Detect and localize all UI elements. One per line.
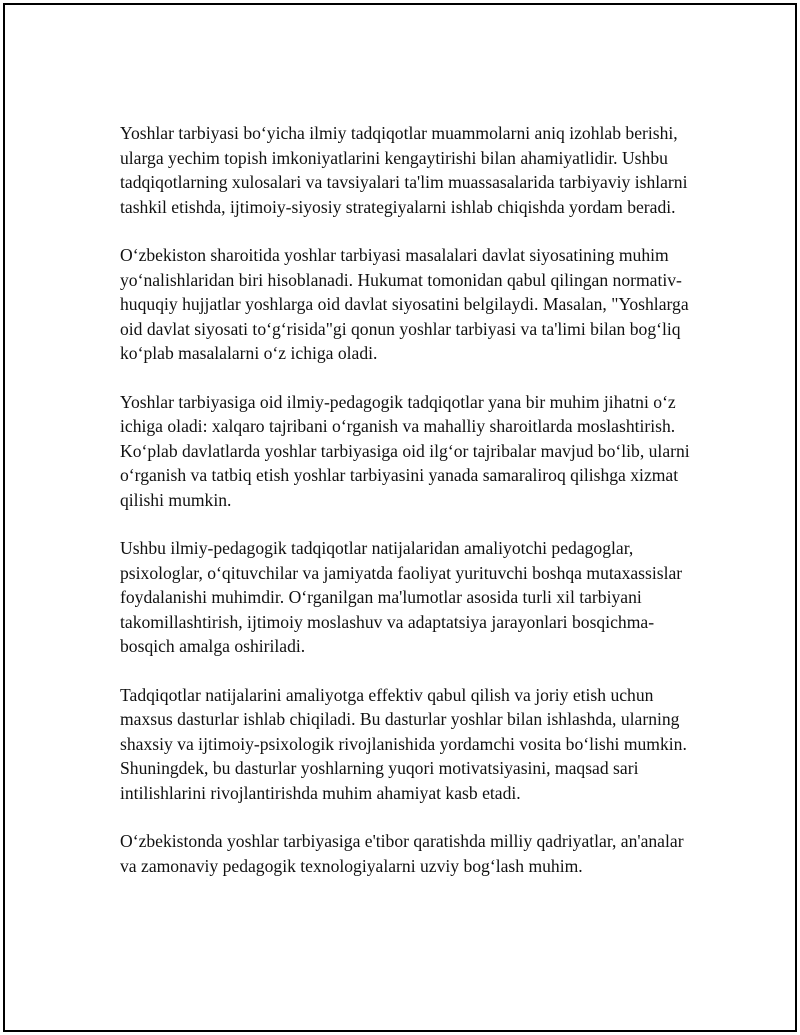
paragraph: O‘zbekistonda yoshlar tarbiyasiga e'tibor qaratishda milliy qadriyatlar, an'analar va zamonaviy pedagogik texnologiyalarni uzviy bog‘lash muhim. bbox=[120, 831, 684, 876]
paragraph: Tadqiqotlar natijalarini amaliyotga effektiv qabul qilish va joriy etish uchun maxsus dasturlar ishlab chiqiladi. Bu dasturlar yoshlar bilan ishlashda, ularning shaxsiy va ijtimoiy-psixologik rivojlanishida yordamchi vosita bo‘lishi mumkin. Shuningdek, bu dasturlar yoshlarning yuqori motivatsiyasini, maqsad sari intilishlarini rivojlantirishda muhim ahamiyat kasb etadi. bbox=[120, 684, 687, 803]
document-page bbox=[3, 3, 797, 1032]
paragraph: Ushbu ilmiy-pedagogik tadqiqotlar natijalaridan amaliyotchi pedagoglar, psixologlar, o‘qituvchilar va jamiyatda faoliyat yurituvchi boshqa mutaxassislar foydalanishi muhimdir. O‘rganilgan ma'lumotlar asosida turli xil tarbiyani takomillashtirish, ijtimoiy moslashuv va adaptatsiya jarayonlari bosqichma-bosqich amalga oshiriladi. bbox=[120, 538, 683, 656]
paragraph: Yoshlar tarbiyasiga oid ilmiy-pedagogik tadqiqotlar yana bir muhim jihatni o‘z ichiga oladi: xalqaro tajribani o‘rganish va mahalliy sharoitlarda moslashtirish. Ko‘plab davlatlarda yoshlar tarbiyasiga oid ilg‘or tajribalar mavjud bo‘lib, ularni o‘rganish va tatbiq etish yoshlar tarbiyasini yanada samaraliroq qilishga xizmat qilishi mumkin. bbox=[120, 391, 690, 510]
paragraph: Yoshlar tarbiyasi bo‘yicha ilmiy tadqiqotlar muammolarni aniq izohlab berishi, ularga yechim topish imkoniyatlarini kengaytirishi bilan ahamiyatlidir. Ushbu tadqiqotlarning xulosalari va tavsiyalari ta'lim muassasalarida tarbiyaviy ishlarni tashkil etishda, ijtimoiy-siyosiy strategiyalarni ishlab chiqishda yordam beradi. bbox=[120, 123, 688, 217]
document-body bbox=[120, 121, 700, 902]
paragraph: O‘zbekiston sharoitida yoshlar tarbiyasi masalalari davlat siyosatining muhim yo‘nalishlaridan biri hisoblanadi. Hukumat tomonidan qabul qilingan normativ-huquqiy hujjatlar yoshlarga oid davlat siyosatini belgilaydi. Masalan, "Yoshlarga oid davlat siyosati to‘g‘risida"gi qonun yoshlar tarbiyasi va ta'limi bilan bog‘liq ko‘plab masalalarni o‘z ichiga oladi. bbox=[120, 245, 689, 363]
